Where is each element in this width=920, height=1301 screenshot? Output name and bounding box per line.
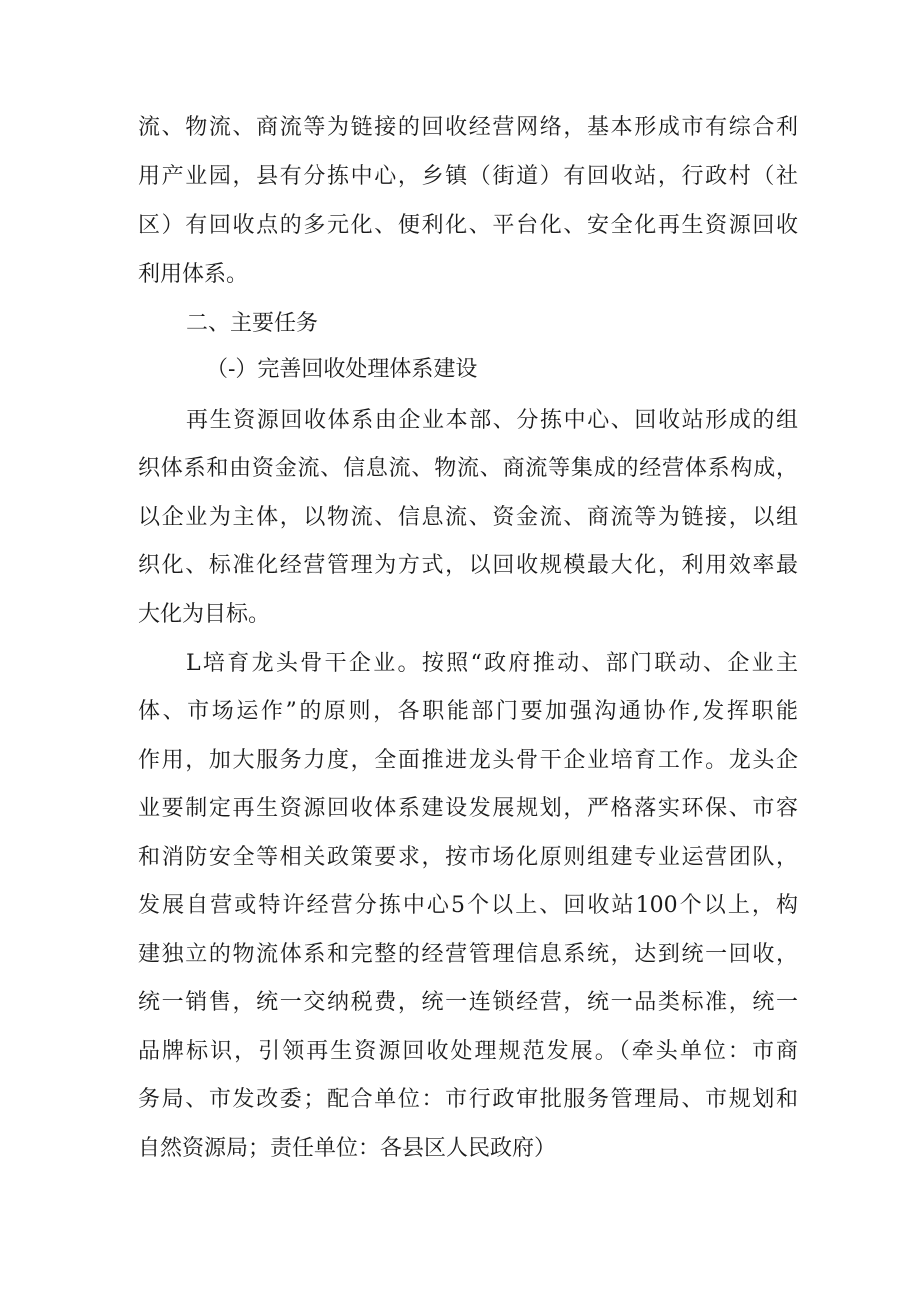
body-text-line: 再生资源回收体系由企业本部、分拣中心、回收站形成的组: [186, 408, 798, 433]
body-text-line: 建独立的物流体系和完整的经营管理信息系统，达到统一回收，: [138, 942, 798, 967]
body-text-line: 以企业为主体，以物流、信息流、资金流、商流等为链接，以组: [138, 505, 798, 530]
body-text-line: 织体系和由资金流、信息流、物流、商流等集成的经营体系构成，: [138, 456, 798, 481]
body-text-line: 发展自营或特许经营分拣中心5个以上、回收站100个以上，构: [138, 893, 798, 918]
body-text-line: 流、物流、商流等为链接的回收经营网络，基本形成市有综合利: [138, 115, 798, 140]
body-text-line: 体、市场运作”的原则，各职能部门要加强沟通协作,发挥职能: [138, 699, 798, 724]
body-text-line: 区）有回收点的多元化、便利化、平台化、安全化再生资源回收: [138, 213, 798, 238]
body-text-line: 务局、市发改委；配合单位：市行政审批服务管理局、市规划和: [138, 1087, 798, 1112]
body-text-line: 用产业园，县有分拣中心，乡镇（街道）有回收站，行政村（社: [138, 164, 798, 189]
body-text-line: 统一销售，统一交纳税费，统一连锁经营，统一品类标准，统一: [138, 990, 798, 1015]
body-text-line: 利用体系。: [138, 262, 249, 287]
subsection-heading: （-）完善回收处理体系建设: [206, 357, 478, 382]
body-text-line: 品牌标识，引领再生资源回收处理规范发展。（牵头单位：市商: [138, 1039, 798, 1064]
body-text-line: 和消防安全等相关政策要求，按市场化原则组建专业运营团队，: [138, 845, 798, 870]
body-text-line: 自然资源局；责任单位：各县区人民政府）: [138, 1136, 557, 1161]
body-text-line: L培育龙头骨干企业。按照“政府推动、部门联动、企业主: [186, 651, 798, 676]
section-heading: 二、主要任务: [186, 311, 319, 336]
body-text-line: 大化为目标。: [138, 602, 271, 627]
body-text-line: 业要制定再生资源回收体系建设发展规划，严格落实环保、市容: [138, 796, 798, 821]
body-text-line: 作用，加大服务力度，全面推进龙头骨干企业培育工作。龙头企: [138, 748, 798, 773]
body-text-line: 织化、标准化经营管理为方式，以回收规模最大化，利用效率最: [138, 553, 798, 578]
